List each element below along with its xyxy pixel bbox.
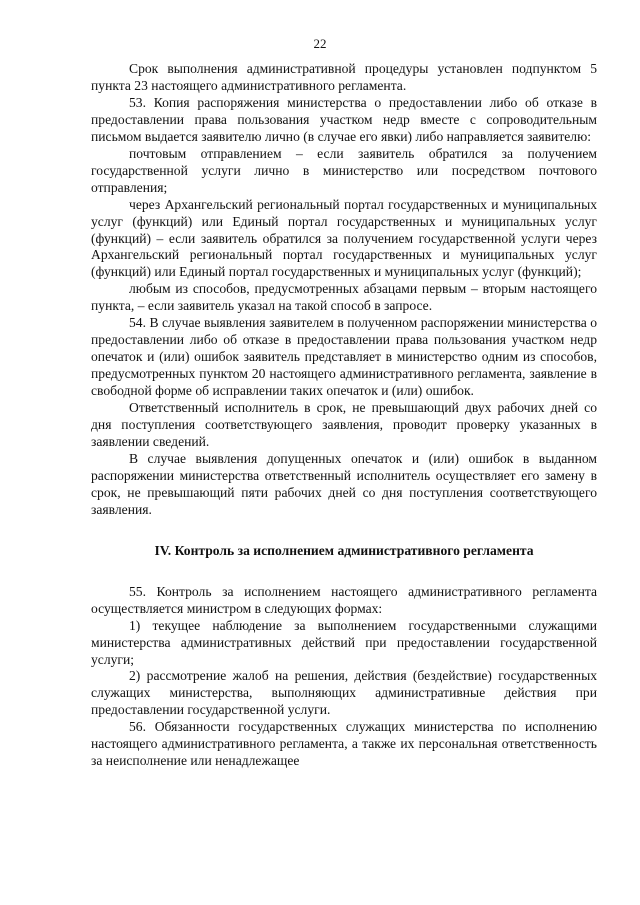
paragraph: Срок выполнения административной процедуры установлен подпунктом 5 пункта 23 настоящего административного регламента. [91, 61, 597, 93]
paragraph: 53. Копия распоряжения министерства о предоставлении либо об отказе в предоставлении права пользования участком недр вместе с сопроводительным письмом выдается заявителю лично (в случае его явки) либо направляется заявителю: [91, 94, 597, 144]
document-body [91, 61, 597, 770]
paragraph: 1) текущее наблюдение за выполнением государственными служащими министерства административных действий при предоставлении государственной услуги; [91, 617, 597, 667]
paragraph: Ответственный исполнитель в срок, не превышающий двух рабочих дней со дня поступления соответствующего заявления, проводит проверку указанных в заявлении сведений. [91, 400, 597, 449]
paragraph: 55. Контроль за исполнением настоящего административного регламента осуществляется министром в следующих формах: [91, 583, 597, 616]
paragraph: любым из способов, предусмотренных абзацами первым – вторым настоящего пункта, – если заявитель указал на такой способ в запросе. [91, 281, 597, 314]
paragraph: почтовым отправлением – если заявитель обратился за получением государственной услуги лично в министерство или посредством почтового отправления; [91, 145, 597, 195]
paragraph: 56. Обязанности государственных служащих министерства по исполнению настоящего административного регламента, а также их персональная ответственность за неисполнение или ненадлежащее [91, 719, 597, 769]
paragraph: В случае выявления допущенных опечаток и (или) ошибок в выданном распоряжении министерства ответственный исполнитель осуществляет его замену в срок, не превышающий пяти рабочих дней со дня поступления соответствующего заявления. [91, 450, 597, 517]
paragraph: 2) рассмотрение жалоб на решения, действия (бездействие) государственных служащих министерства, выполняющих административные действия при предоставлении государственной услуги. [91, 668, 597, 718]
page-number: 22 [313, 36, 327, 51]
section-heading: IV. Контроль за исполнением административного регламента [154, 542, 534, 558]
paragraph: через Архангельский региональный портал государственных и муниципальных услуг (функций) или Единый портал государственных и муниципальных услуг (функций) – если заявитель обратился за получением государственной услуги через Архангельский региональный портал государственных и муниципальных услуг (функций) или Единый портал государственных и муниципальных услуг (функций); [91, 196, 597, 280]
paragraph: 54. В случае выявления заявителем в полученном распоряжении министерства о предоставлении либо об отказе в предоставлении права пользования участком недр опечаток и (или) ошибок заявитель представляет в министерство одним из способов, предусмотренных пунктом 20 настоящего административного регламента, заявление в свободной форме об исправлении таких опечаток и (или) ошибок. [91, 315, 597, 399]
